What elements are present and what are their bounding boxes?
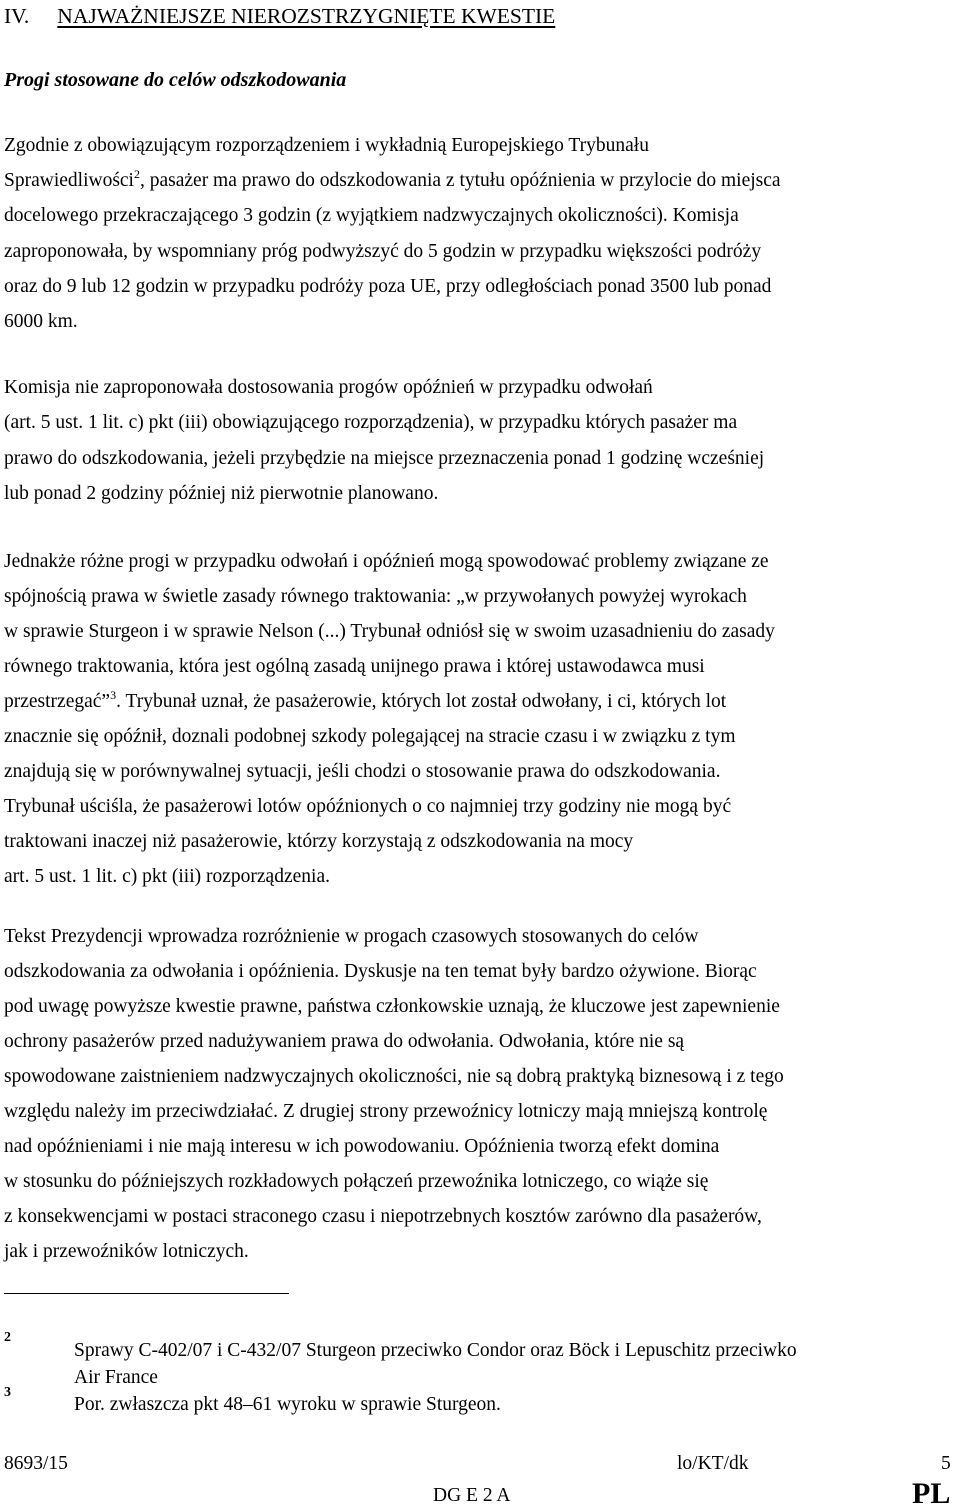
- footnote-number: 2: [4, 1330, 11, 1345]
- text-line: lub ponad 2 godziny później niż pierwotnie planowano.: [4, 483, 439, 504]
- footnote-ref-2: 2: [133, 167, 140, 181]
- section-number: IV.: [4, 4, 30, 28]
- author-initials: lo/KT/dk: [677, 1453, 749, 1474]
- text-line: w sprawie Sturgeon i w sprawie Nelson (...) Trybunał odniósł się w swoim uzasadnieniu do zasady: [4, 621, 775, 642]
- footnote-text: Air France: [74, 1367, 158, 1388]
- text-line: oraz do 9 lub 12 godzin w przypadku podróży poza UE, przy odległościach ponad 3500 lub ponad: [4, 276, 772, 297]
- text-line: ochrony pasażerów przed nadużywaniem prawa do odwołania. Odwołania, które nie są: [4, 1031, 685, 1052]
- text-line: względu należy im przeciwdziałać. Z drugiej strony przewoźnicy lotniczy mają mniejszą kontrolę: [4, 1101, 768, 1122]
- text-line: docelowego przekraczającego 3 godzin (z wyjątkiem nadzwyczajnych okoliczności). Komisja: [4, 205, 739, 226]
- text-line: 6000 km.: [4, 311, 78, 332]
- text-line: Jednakże różne progi w przypadku odwołań i opóźnień mogą spowodować problemy związane ze: [4, 551, 769, 572]
- text-line: Zgodnie z obowiązującym rozporządzeniem i wykładnią Europejskiego Trybunału: [4, 135, 649, 156]
- text-line: jak i przewoźników lotniczych.: [4, 1241, 249, 1262]
- text-line: znacznie się opóźnił, doznali podobnej szkody polegającej na stracie czasu i w związku z tym: [4, 726, 736, 747]
- footnote-text: Sprawy C-402/07 i C-432/07 Sturgeon przeciwko Condor oraz Böck i Lepuschitz przeciwko: [74, 1340, 797, 1361]
- section-heading: [4, 4, 555, 28]
- text-line: w stosunku do późniejszych rozkładowych połączeń przewoźnika lotniczego, co wiąże się: [4, 1171, 709, 1192]
- subheading: Progi stosowane do celów odszkodowania: [4, 69, 347, 91]
- document-number: 8693/15: [4, 1453, 68, 1474]
- text-line: (art. 5 ust. 1 lit. c) pkt (iii) obowiązującego rozporządzenia), w przypadku których pasażer ma: [4, 412, 738, 433]
- text-line: Tekst Prezydencji wprowadza rozróżnienie w progach czasowych stosowanych do celów: [4, 926, 699, 947]
- footnote-text: Por. zwłaszcza pkt 48–61 wyroku w sprawie Sturgeon.: [74, 1394, 501, 1415]
- footnote-separator: [4, 1293, 289, 1294]
- text-line: spowodowane zaistnieniem nadzwyczajnych okoliczności, nie są dobrą praktyką biznesową i z tego: [4, 1066, 784, 1087]
- footnote-ref-3: 3: [110, 688, 117, 702]
- text-line: z konsekwencjami w postaci straconego czasu i niepotrzebnych kosztów zarówno dla pasażerów,: [4, 1206, 762, 1227]
- text-line: zaproponowała, by wspomniany próg podwyższyć do 5 godzin w przypadku większości podróży: [4, 241, 762, 262]
- section-title: NAJWAŻNIEJSZE NIEROZSTRZYGNIĘTE KWESTIE: [57, 4, 556, 28]
- text-line: spójnością prawa w świetle zasady równego traktowania: „w przywołanych powyżej wyrokach: [4, 586, 747, 607]
- footnote-number: 3: [4, 1385, 11, 1400]
- text-line: nad opóźnieniami i nie mają interesu w ich powodowaniu. Opóźnienia tworzą efekt domina: [4, 1136, 720, 1157]
- page-number: 5: [941, 1453, 951, 1474]
- text-line: Sprawiedliwości$^2$, pasażer ma prawo do odszkodowania z tytułu opóźnienia w przylocie do miejsca: [4, 167, 781, 191]
- text-line: traktowani inaczej niż pasażerowie, którzy korzystają z odszkodowania na mocy: [4, 831, 634, 852]
- language-code: PL: [912, 1477, 951, 1510]
- text-line: prawo do odszkodowania, jeżeli przybędzie na miejsce przeznaczenia ponad 1 godzinę wcześniej: [4, 448, 765, 469]
- text-line: art. 5 ust. 1 lit. c) pkt (iii) rozporządzenia.: [4, 866, 330, 887]
- text-line: Trybunał uściśla, że pasażerowi lotów opóźnionych o co najmniej trzy godziny nie mogą być: [4, 796, 732, 817]
- text-line: Komisja nie zaproponowała dostosowania progów opóźnień w przypadku odwołań: [4, 377, 653, 398]
- text-line: równego traktowania, która jest ogólną zasadą unijnego prawa i której ustawodawca musi: [4, 656, 705, 677]
- text-line: znajdują się w porównywalnej sytuacji, jeśli chodzi o stosowanie prawa do odszkodowania.: [4, 761, 721, 782]
- text-line: przestrzegać”$^3$. Trybunał uznał, że pasażerowie, których lot został odwołany, i ci, których lot: [4, 688, 727, 712]
- text-line: odszkodowania za odwołania i opóźnienia. Dyskusje na ten temat były bardzo ożywione. Biorąc: [4, 961, 757, 982]
- directorate: DG E 2 A: [433, 1485, 511, 1506]
- text-line: pod uwagę powyższe kwestie prawne, państwa członkowskie uznają, że kluczowe jest zapewnienie: [4, 996, 780, 1017]
